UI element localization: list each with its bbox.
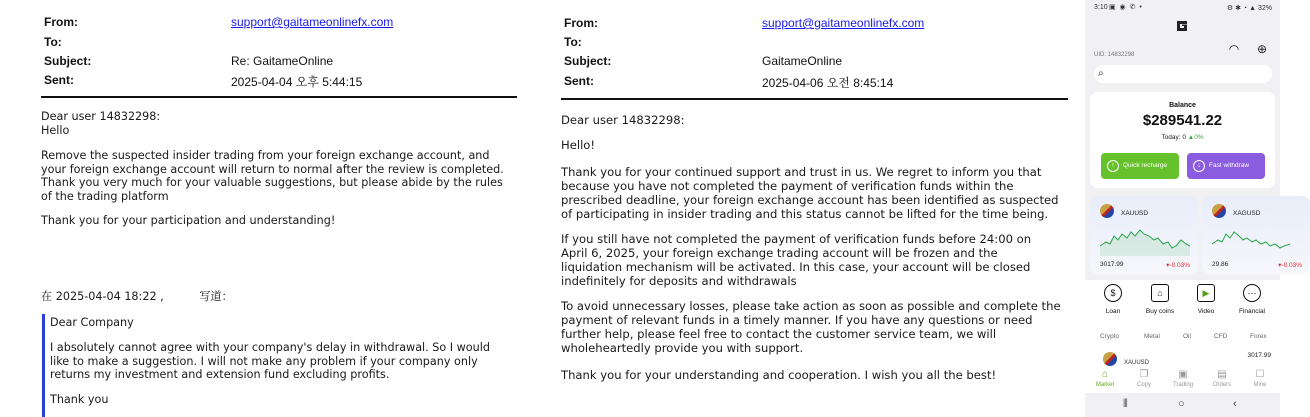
ticker-card-xauusd[interactable] xyxy=(1090,196,1198,274)
search-bar[interactable] xyxy=(1094,65,1272,83)
shortcut-grid xyxy=(1085,280,1280,326)
market-price: 3017.99 xyxy=(1247,352,1271,359)
email-paragraph: Thank you for your participation and understanding! xyxy=(41,214,336,227)
email-notice-2 xyxy=(540,0,1085,417)
shortcut-label: Video xyxy=(1197,308,1215,315)
shortcut-buy-coins[interactable] xyxy=(1140,284,1180,315)
currency-flag-icon xyxy=(1103,352,1117,366)
sent-label: Sent: xyxy=(564,74,594,88)
shortcut-loan[interactable] xyxy=(1093,284,1133,315)
market-tabs xyxy=(1085,326,1280,346)
play-icon: ▶ xyxy=(1197,284,1215,302)
to-label: To: xyxy=(44,35,62,49)
ticker-change: ▾-0.03% xyxy=(1278,262,1302,269)
email-paragraph: Remove the suspected insider trading from your foreign exchange account, and your foreign exchange account will return to normal after the review is completed. Thank you very much for your valuable suggestions, but please abide by the rules of the trading platform xyxy=(41,149,504,203)
market-symbol: XAUUSD xyxy=(1124,360,1150,366)
ticker-card-xagusd[interactable] xyxy=(1202,196,1310,274)
nav-label: Orders xyxy=(1212,382,1232,388)
today-change xyxy=(1090,134,1275,141)
subject-value: Re: GaitameOnline xyxy=(231,54,334,68)
email-paragraph: Thank you for your continued support and trust in us. We regret to inform you that because you have not completed the payment of verification funds within the prescribed deadline, your foreign exchange account has been identified as suspected of participating in insider trading and this status cannot be lifted for the time being. xyxy=(561,165,1059,221)
from-label: From: xyxy=(44,15,78,29)
currency-flag-icon xyxy=(1212,204,1226,218)
nav-label: Market xyxy=(1095,382,1115,388)
status-right: ⚙ ✱ ◔ ▲ 32% xyxy=(1226,5,1272,12)
globe-icon[interactable]: ⊕ xyxy=(1256,42,1268,56)
email-paragraph: To avoid unnecessary losses, please take action as soon as possible and complete the payment of relevant funds in a timely manner. If you have any questions or need further help, please feel free to contact the customer service team, we will wholeheartedly provide you with support. xyxy=(561,299,1061,355)
shield-dollar-icon: $ xyxy=(1104,284,1122,302)
shortcut-label: Financial xyxy=(1238,308,1265,315)
sent-value: 2025-04-06 오전 8:45:14 xyxy=(762,76,894,90)
notification-icons: ▣ ◉ ✆ • xyxy=(1109,4,1143,11)
recents-icon[interactable]: ⦀ xyxy=(1123,398,1128,410)
email-reply-1 xyxy=(0,0,540,417)
status-bar xyxy=(1085,0,1280,16)
nav-copy[interactable] xyxy=(1126,369,1162,388)
from-label: From: xyxy=(564,16,598,30)
shortcut-label: Buy coins xyxy=(1145,308,1175,315)
nav-orders[interactable] xyxy=(1204,369,1240,388)
trading-app-screen xyxy=(1085,0,1302,417)
orders-icon: ▤ xyxy=(1217,369,1227,380)
from-email-link[interactable]: support@gaitameonlinefx.com xyxy=(762,16,925,30)
bottom-nav xyxy=(1085,366,1280,393)
quote-intro: 在 2025-04-04 18:22 , 写道： xyxy=(41,290,233,303)
nav-market[interactable] xyxy=(1087,369,1123,388)
tab-cfd[interactable]: CFD xyxy=(1214,333,1228,340)
subject-value: GaitameOnline xyxy=(762,54,843,68)
to-label: To: xyxy=(564,35,582,49)
fast-withdraw-button[interactable] xyxy=(1187,153,1265,179)
email-greeting: Dear user 14832298: xyxy=(561,113,685,127)
ticker-price: 29.86 xyxy=(1212,261,1229,268)
quote-body: I absolutely cannot agree with your company's delay in withdrawal. So I would like to make a suggestion. I will not make any problem if your company only returns my investment and extension fund excluding profits. xyxy=(50,341,490,381)
headset-icon[interactable]: ◠ xyxy=(1228,42,1240,56)
battery-level: 32% xyxy=(1257,5,1272,12)
sparkline-chart xyxy=(1212,224,1302,256)
shortcut-video[interactable] xyxy=(1186,284,1226,315)
store-icon: ⌂ xyxy=(1151,284,1169,302)
quote-closing: Thank you xyxy=(50,393,109,406)
nav-trading[interactable] xyxy=(1165,369,1201,388)
fast-withdraw-label: Fast withdraw xyxy=(1209,162,1250,169)
sparkline-chart xyxy=(1100,224,1190,256)
trading-icon: ▣ xyxy=(1178,369,1188,380)
shortcut-financial[interactable] xyxy=(1232,284,1272,315)
system-nav-bar xyxy=(1085,393,1280,417)
today-percent: ▲0% xyxy=(1187,134,1204,141)
tab-crypto[interactable]: Crypto xyxy=(1100,333,1120,340)
header-divider xyxy=(561,98,1068,100)
home-icon: ⌂ xyxy=(1101,369,1109,380)
ticker-price: 3017.99 xyxy=(1100,261,1124,268)
currency-flag-icon xyxy=(1100,204,1114,218)
app-logo-icon xyxy=(1174,18,1190,34)
nav-label: Copy xyxy=(1136,382,1151,388)
ticker-symbol: XAUUSD xyxy=(1121,210,1149,217)
balance-amount: $289541.22 xyxy=(1142,112,1223,129)
copy-icon: ❐ xyxy=(1139,369,1149,380)
email-greeting: Dear user 14832298: Hello xyxy=(41,110,161,137)
balance-label: Balance xyxy=(1169,102,1196,109)
nav-label: Mine xyxy=(1253,382,1267,388)
today-label: Today: 0 xyxy=(1161,134,1186,141)
subject-label: Subject: xyxy=(44,54,92,68)
tab-forex[interactable]: Forex xyxy=(1250,333,1267,340)
subject-label: Subject: xyxy=(564,54,612,68)
back-icon[interactable]: ‹ xyxy=(1233,398,1237,410)
tab-oil[interactable]: Oil xyxy=(1183,333,1191,340)
quoted-message xyxy=(42,314,522,417)
status-time: 3:10 xyxy=(1094,4,1108,11)
from-email-link[interactable]: support@gaitameonlinefx.com xyxy=(231,15,394,29)
balance-card xyxy=(1090,92,1275,188)
download-icon: ↓ xyxy=(1193,160,1205,172)
ticker-change: ▾-0.03% xyxy=(1166,262,1190,269)
email-paragraph: If you still have not completed the payment of verification funds before 24:00 on April 6, 2025, your foreign exchange trading account will be frozen and the liquidation mechanism will be activated. In this case, your account will be closed indefinitely for deposits and withdrawals xyxy=(561,232,1032,288)
ticker-symbol: XAGUSD xyxy=(1233,210,1261,217)
shortcut-label: Loan xyxy=(1105,308,1121,315)
user-id: UID: 14832298 xyxy=(1094,52,1135,58)
tab-metal[interactable]: Metal xyxy=(1144,333,1160,340)
nav-label: Trading xyxy=(1172,382,1194,388)
sent-label: Sent: xyxy=(44,73,74,87)
market-list-row[interactable] xyxy=(1085,346,1280,366)
profile-icon: ☐ xyxy=(1255,369,1265,380)
email-closing: Thank you for your understanding and cooperation. I wish you all the best! xyxy=(561,368,997,382)
nav-mine[interactable] xyxy=(1242,369,1278,388)
header-divider xyxy=(41,96,517,98)
quote-greeting: Dear Company xyxy=(50,316,134,329)
home-button-icon[interactable]: ○ xyxy=(1178,398,1185,410)
upload-icon: ↑ xyxy=(1107,160,1119,172)
quick-recharge-label: Quick recharge xyxy=(1123,162,1168,169)
sent-value: 2025-04-04 오후 5:44:15 xyxy=(231,75,363,89)
quick-recharge-button[interactable] xyxy=(1101,153,1179,179)
search-icon[interactable]: ⌕ xyxy=(1098,68,1104,79)
more-dots-icon: ⋯ xyxy=(1243,284,1261,302)
email-hello: Hello! xyxy=(561,138,596,152)
